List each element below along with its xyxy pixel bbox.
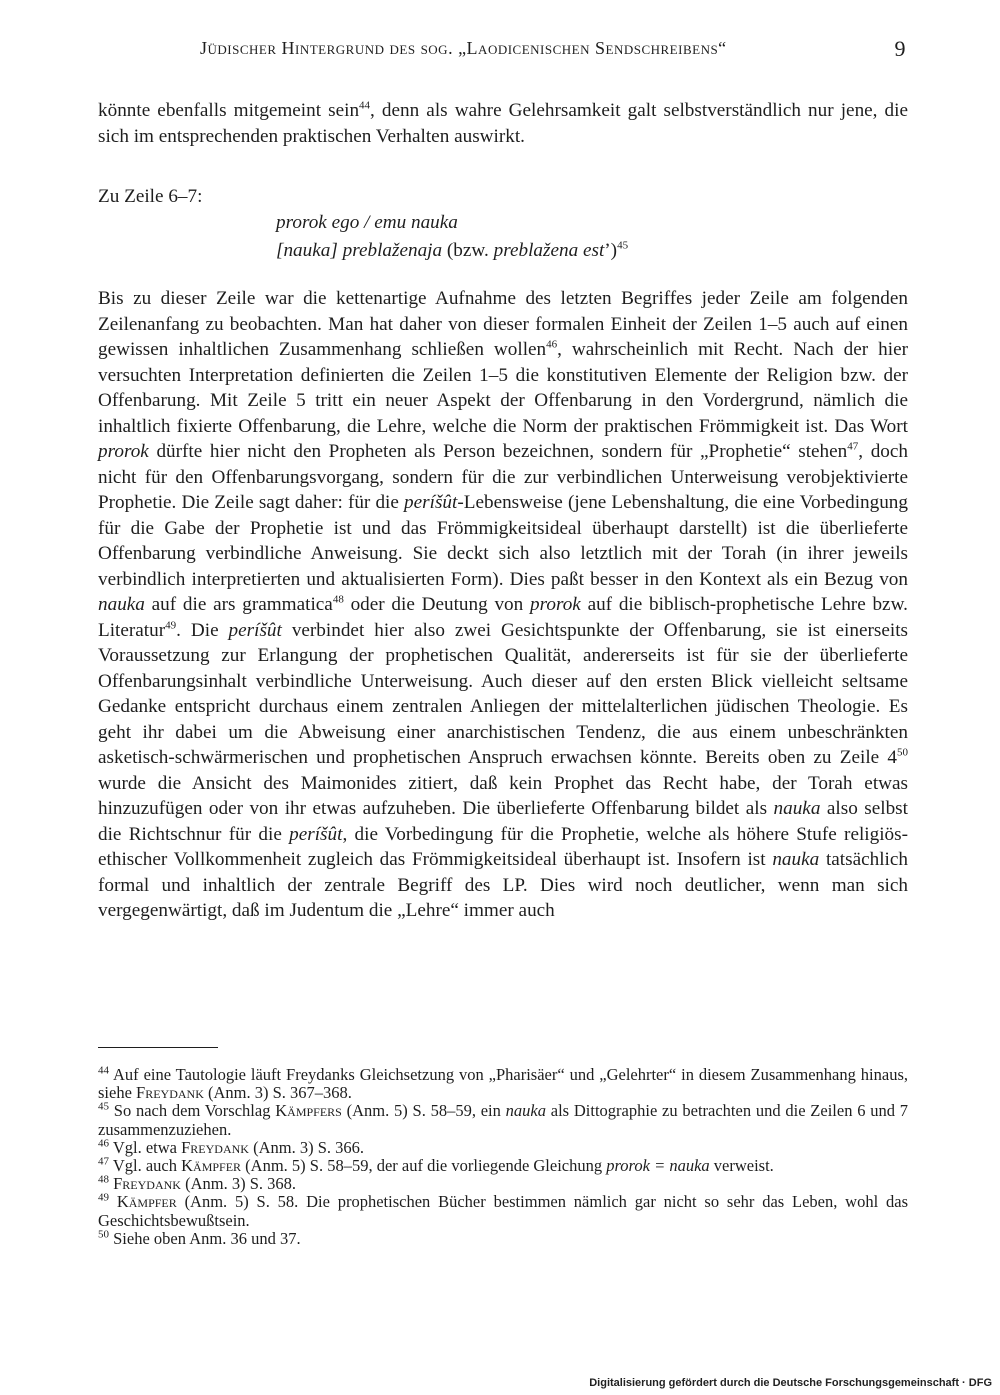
- footnote-divider: [98, 1047, 218, 1048]
- footnote-number: 44: [98, 1064, 109, 1077]
- text-run: Bis zu dieser Zeile war die kettenartige Aufnahme des letzten Begriffes jeder Zeile am folgenden Zeilenanfang zu beobachten. Man hat daher von dieser formalen Einheit der Zeilen 1–5 auch auf einen gewissen inhaltlichen Zusammenhang schließen wollen: [98, 288, 908, 360]
- footnote-48: [98, 1175, 908, 1193]
- footnote-49: [98, 1193, 908, 1229]
- text-run: -Lebensweise (jene Lebenshaltung, die eine Vorbedingung für die Gabe der Prophetie ist und das Frömmigkeitsideal überhaupt darstellt) ist die überlieferte Offenbarung verbindliche Anweisung. Sie deckt sich also letztlich mit der Torah (in ihrer jeweils verbindlich interpretierten und aktualisierten Form). Dies paßt besser in den Kontext als ein Bezug von: [98, 492, 908, 590]
- quote-term: [nauka] preblaženaja: [276, 240, 443, 261]
- quote-line-2: [276, 240, 628, 262]
- text-run: also selbst die Richtschnur für die: [98, 798, 908, 845]
- footnotes: [98, 1066, 908, 1248]
- running-header: [200, 38, 920, 66]
- quote-text: ’): [604, 240, 618, 261]
- text-run: (Anm. 3) S. 366.: [248, 1137, 364, 1157]
- text-run: verbindet hier also zwei Gesichtspunkte der Offenbarung, sie ist einerseits Voraussetzung zur Erlangung der prophetischen Qualität, andererseits ist für sie der überlieferte Offenbarungsinhalt verbindliche Unterweisung. Auch dieser auf den ersten Blick vielleicht seltsame Gedanke entspricht durchaus einem zentralen Anliegen der mittelalterlichen jüdischen Theologie. Es geht ihr dabei um die Abweisung einer anarchistischen Tendenz, die aus einem unbeschränkten asketisch-schwärmerischen und prophetischen Anspruch erwachsen könnte. Bereits oben zu Zeile 4: [98, 619, 908, 768]
- main-paragraph: [98, 286, 908, 924]
- italic-term: nauka: [772, 849, 820, 870]
- quote-text: (bzw.: [442, 240, 494, 261]
- text-run: [109, 1192, 117, 1211]
- footnote-ref-47[interactable]: 47: [847, 440, 859, 453]
- text-run: oder die Deutung von: [343, 594, 530, 615]
- footnote-number: 49: [98, 1191, 109, 1204]
- italic-term: nauka: [98, 594, 145, 615]
- footnote-ref-49[interactable]: 49: [165, 619, 177, 632]
- text-run: (Anm. 5) S. 58–59, der auf die vorliegende Gleichung: [241, 1156, 607, 1176]
- text-run: verweist.: [709, 1156, 774, 1176]
- italic-term: períšût: [289, 823, 343, 845]
- footnote-47: [98, 1157, 908, 1175]
- footnote-number: 50: [98, 1228, 109, 1241]
- text-run: auf die ars grammatica: [144, 594, 333, 615]
- text-run: , die Vorbedingung für die Prophetie, welche als höhere Stufe religiös-ethischer Vollkommenheit zugleich das Frömmigkeitsideal überhaupt ist. Insofern ist: [98, 823, 908, 870]
- footnote-number: 47: [98, 1155, 109, 1168]
- italic-term: períšût: [404, 492, 458, 513]
- text-run: wurde die Ansicht des Maimonides zitiert, daß kein Prophet das Recht habe, der Torah etwas hinzuzufügen oder von ihr etwas aufzuheben. Die überlieferte Offenbarung bildet als: [98, 772, 908, 819]
- paragraph-continuation: [98, 98, 908, 149]
- quote-term: preblažena est: [493, 240, 605, 261]
- footnote-number: 48: [98, 1173, 109, 1186]
- italic-term: nauka: [773, 798, 821, 819]
- text-run: So nach dem Vorschlag: [109, 1101, 276, 1121]
- author-name: Freydank: [113, 1174, 181, 1194]
- section-label: Zu Zeile 6–7:: [98, 186, 203, 207]
- italic-term: nauka: [505, 1101, 546, 1121]
- footnote-ref-46[interactable]: 46: [546, 338, 558, 351]
- text-run: Vgl. etwa: [109, 1137, 182, 1157]
- author-name: Freydank: [136, 1083, 204, 1103]
- digitization-credit: Digitalisierung gefördert durch die Deutsche Forschungsgemeinschaft · DFG: [589, 1377, 992, 1389]
- quote-line-1: prorok ego / emu nauka: [276, 212, 458, 233]
- author-name: Kämpfer: [181, 1156, 242, 1176]
- text-run: Auf eine Tautologie läuft Freydanks Gleichsetzung von „Pharisäer“ und „Gelehrter“ in diesem Zusammenhang hinaus, siehe: [98, 1065, 908, 1103]
- text-run: als Dittographie zu betrachten und die Zeilen 6 und 7 zusammenzuziehen.: [98, 1101, 909, 1139]
- footnote-number: 45: [98, 1100, 109, 1113]
- text-run: auf die biblisch-prophetische Lehre bzw. Literatur: [98, 594, 908, 641]
- text-run: (Anm. 5) S. 58–59, ein: [341, 1101, 506, 1121]
- text-run: (Anm. 5) S. 58. Die prophetischen Bücher bestimmen nämlich gar nicht so sehr das Leben, wohl das Geschichtsbewußtsein.: [98, 1192, 908, 1230]
- italic-term: prorok = nauka: [606, 1156, 710, 1176]
- footnote-50: [98, 1230, 908, 1248]
- text-run: , denn als wahre Gelehrsamkeit galt selbstverständlich nur jene, die sich im entsprechenden praktischen Verhalten auswirkt.: [98, 100, 908, 147]
- text-run: Vgl. auch: [109, 1156, 182, 1176]
- footnote-ref-45[interactable]: 45: [617, 239, 629, 252]
- italic-term: prorok: [530, 594, 581, 615]
- italic-term: períšût: [228, 619, 282, 641]
- page-number: 9: [894, 36, 906, 61]
- text-run: (Anm. 3) S. 367–368.: [203, 1083, 352, 1103]
- footnote-46: [98, 1139, 908, 1157]
- footnote-number: 46: [98, 1137, 109, 1150]
- footnote-ref-48[interactable]: 48: [332, 593, 344, 606]
- footnote-ref-44[interactable]: 44: [359, 99, 371, 112]
- text-run: Siehe oben Anm. 36 und 37.: [109, 1228, 301, 1248]
- text-run: , doch nicht für den Offenbarungsvorgang, sondern für die zur verbindlichen Unterweisung verobjektivierte Prophetie. Die Zeile sagt daher: für die: [98, 441, 908, 513]
- author-name: Freydank: [181, 1137, 249, 1157]
- author-name: Kämpfer: [116, 1192, 177, 1212]
- text-run: könnte ebenfalls mitgemeint sein: [98, 100, 360, 121]
- text-run: , wahrscheinlich mit Recht. Nach der hier versuchten Interpretation definierten die Zeilen 1–5 die konstitutiven Elemente der Religion bzw. der Offenbarung. Mit Zeile 5 tritt ein neuer Aspekt der Offenbarung in den Vordergrund, nämlich die inhaltlich fixierte Offenbarung, die Lehre, welche die Norm der praktischen Frömmigkeit ist. Das Wort: [98, 339, 908, 437]
- running-title: Jüdischer Hintergrund des sog. „Laodicenischen Sendschreibens“: [200, 38, 727, 58]
- text-run: . Die: [176, 619, 229, 641]
- author-name: Kämpfers: [275, 1101, 342, 1121]
- italic-term: prorok: [98, 441, 149, 462]
- footnote-ref-50[interactable]: 50: [897, 746, 908, 759]
- text-run: tatsächlich formal und inhaltlich der zentrale Begriff des LP. Dies wird noch deutlicher, wenn man sich vergegenwärtigt, daß im Judentum die „Lehre“ immer auch: [98, 849, 908, 921]
- footnote-44: [98, 1066, 908, 1102]
- text-run: dürfte hier nicht den Propheten als Person bezeichnen, sondern für „Prophetie“ stehen: [148, 441, 848, 462]
- text-run: (Anm. 3) S. 368.: [180, 1174, 297, 1194]
- footnote-45: [98, 1102, 908, 1138]
